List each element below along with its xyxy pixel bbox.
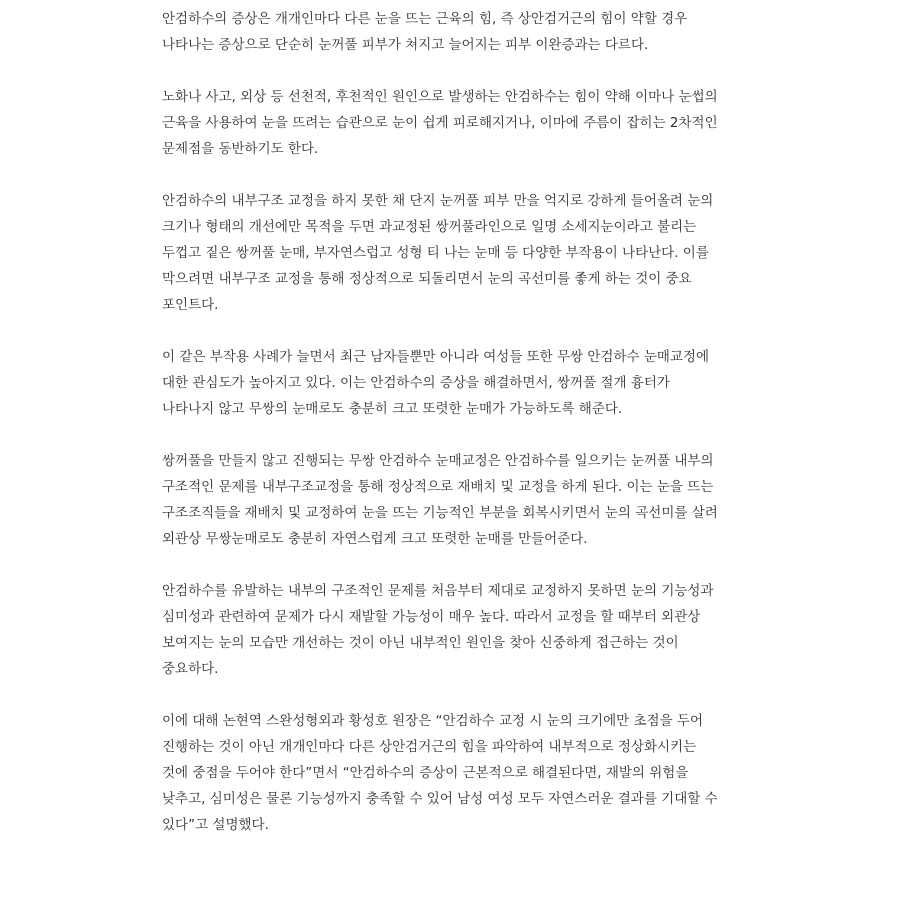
article-paragraph: 안검하수의 증상은 개개인마다 다른 눈을 뜨는 근육의 힘, 즉 상안검거근의 힘이 약할 경우 나타나는 증상으로 단순히 눈꺼풀 피부가 쳐지고 늘어지는 피부 이완증과는 다르다. bbox=[162, 11, 688, 53]
article-paragraph: 노화나 사고, 외상 등 선천적, 후천적인 원인으로 발생하는 안검하수는 힘이 약해 이마나 눈썹의 근육을 사용하여 눈을 뜨려는 습관으로 눈이 쉽게 피로해지거나, 이마에 주름이 잡히는 2차적인 문제점을 동반하기도 한다. bbox=[162, 89, 718, 157]
article-paragraph: 쌍꺼풀을 만들지 않고 진행되는 무쌍 안검하수 눈매교정은 안검하수를 일으키는 눈꺼풀 내부의 구조적인 문제를 내부구조교정을 통해 정상적으로 재배치 및 교정을 하게 된다. 이는 눈을 뜨는 구조조직들을 재배치 및 교정하여 눈을 뜨는 기능적인 부분을 회복시키면서 눈의 곡선미를 살려 외관상 무쌍눈매로도 충분히 자연스럽게 크고 또렷한 눈매를 만들어준다. bbox=[162, 453, 718, 547]
article-paragraph: 이에 대해 논현역 스완성형외과 황성호 원장은 “안검하수 교정 시 눈의 크기에만 초점을 두어 진행하는 것이 아닌 개개인마다 다른 상안검거근의 힘을 파악하여 내부적으로 정상화시키는 것에 중점을 두어야 한다”면서 “안검하수의 증상이 근본적으로 해결된다면, 재발의 위험을 낮추고, 심미성은 물론 기능성까지 충족할 수 있어 남성 여성 모두 자연스러운 결과를 기대할 수 있다”고 설명했다. bbox=[162, 713, 718, 833]
article-paragraph: 안검하수를 유발하는 내부의 구조적인 문제를 처음부터 제대로 교정하지 못하면 눈의 기능성과 심미성과 관련하여 문제가 다시 재발할 가능성이 매우 높다. 따라서 교정을 할 때부터 외관상 보여지는 눈의 모습만 개선하는 것이 아닌 내부적인 원인을 찾아 신중하게 접근하는 것이 중요하다. bbox=[162, 583, 714, 677]
article-paragraph: 안검하수의 내부구조 교정을 하지 못한 채 단지 눈꺼풀 피부 만을 억지로 강하게 들어올려 눈의 크기나 형태의 개선에만 목적을 두면 과교정된 쌍꺼풀라인으로 일명 소세지눈이라고 불리는 두껍고 짙은 쌍꺼풀 눈매, 부자연스럽고 성형 티 나는 눈매 등 다양한 부작용이 나타난다. 이를 막으려면 내부구조 교정을 통해 정상적으로 되돌리면서 눈의 곡선미를 좋게 하는 것이 중요 포인트다. bbox=[162, 193, 714, 313]
article-body bbox=[162, 6, 722, 838]
article-paragraph: 이 같은 부작용 사례가 늘면서 최근 남자들뿐만 아니라 여성들 또한 무쌍 안검하수 눈매교정에 대한 관심도가 높아지고 있다. 이는 안검하수의 증상을 해결하면서, 쌍꺼풀 절개 흉터가 나타나지 않고 무쌍의 눈매로도 충분히 크고 또렷한 눈매가 가능하도록 해준다. bbox=[162, 349, 710, 417]
